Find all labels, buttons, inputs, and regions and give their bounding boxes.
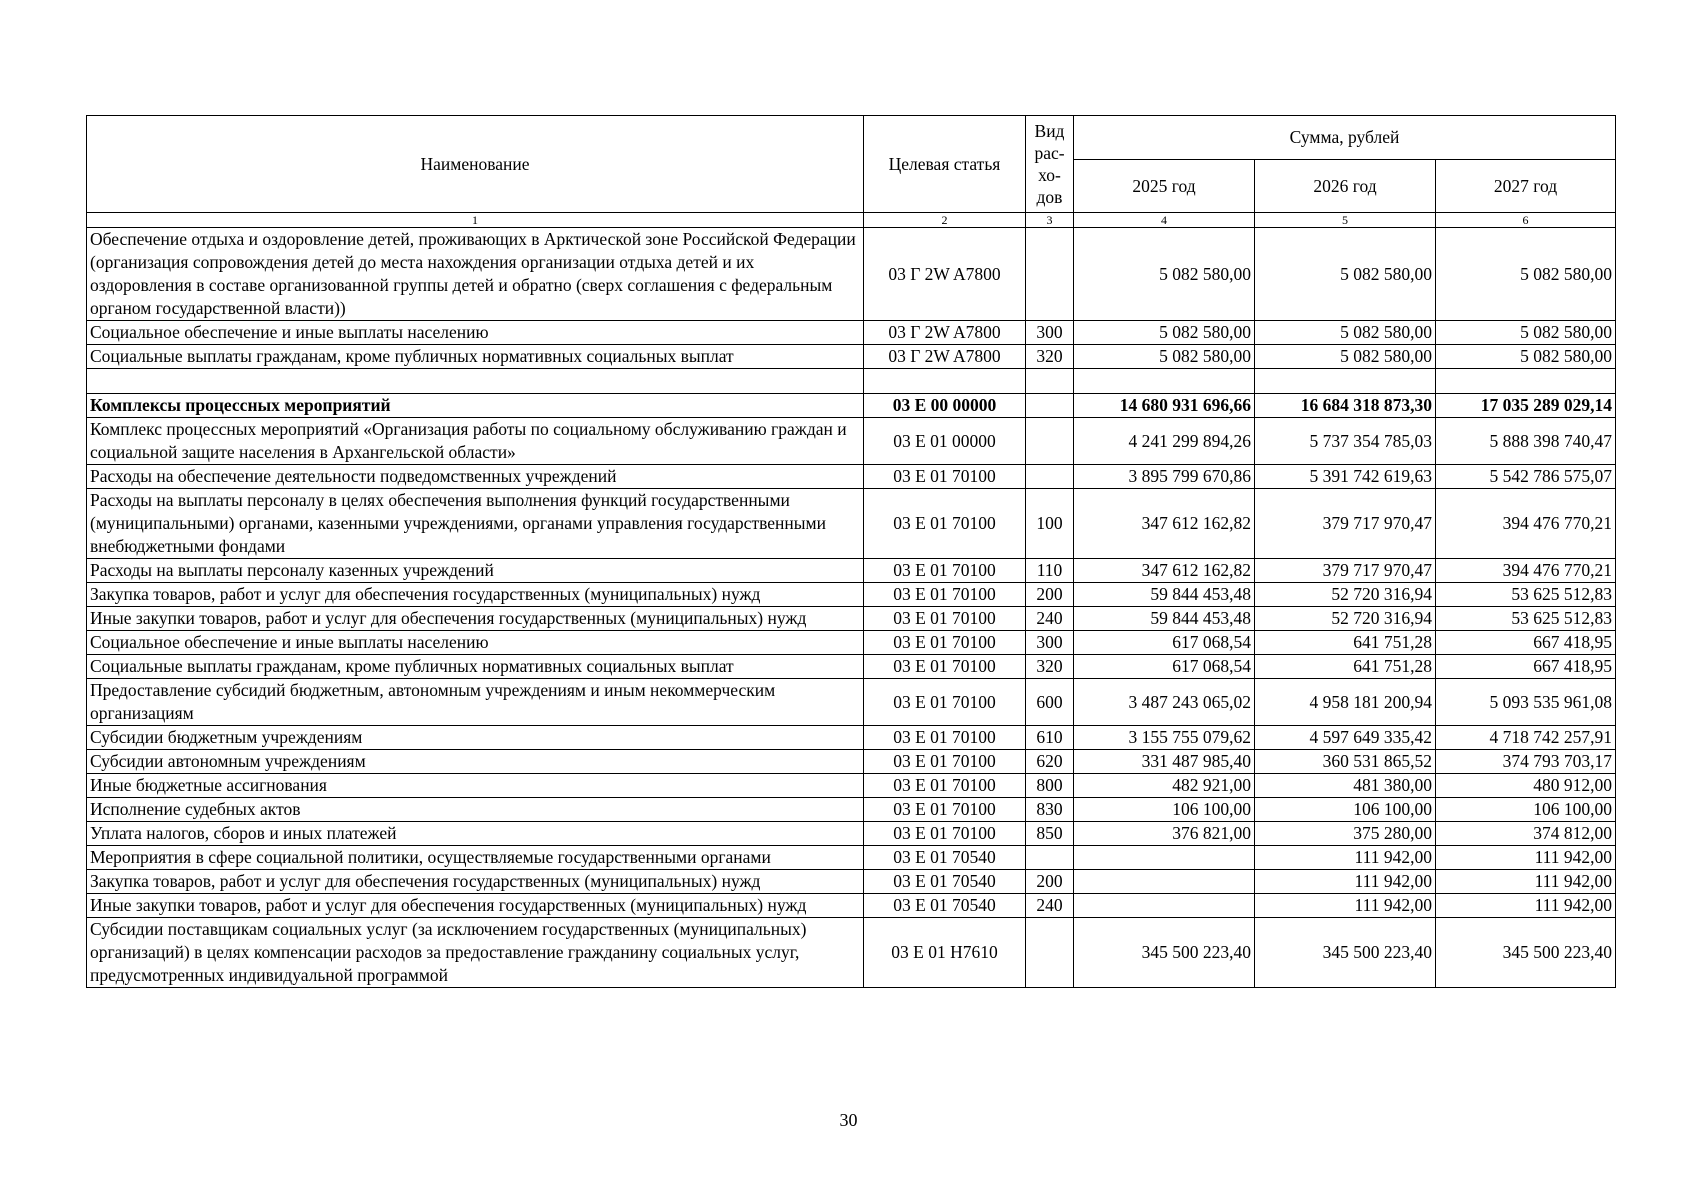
row-expense-type [1026, 846, 1074, 870]
row-expense-type: 240 [1026, 607, 1074, 631]
row-amount-2027: 394 476 770,21 [1436, 559, 1616, 583]
row-amount-2027: 53 625 512,83 [1436, 583, 1616, 607]
header-year-2026: 2026 год [1255, 160, 1436, 213]
header-sum: Сумма, рублей [1074, 116, 1616, 160]
header-expense-type-line3: хо- [1038, 165, 1061, 185]
row-amount-2025: 5 082 580,00 [1074, 345, 1255, 369]
row-amount-2026: 111 942,00 [1255, 846, 1436, 870]
row-target-article: 03 Е 01 70100 [864, 631, 1026, 655]
row-target-article: 03 Е 01 70100 [864, 489, 1026, 559]
row-expense-type [1026, 369, 1074, 394]
table-row [87, 489, 1616, 559]
row-name: Комплексы процессных мероприятий [87, 394, 864, 418]
row-name: Комплекс процессных мероприятий «Организация работы по социальному обслуживанию граждан и социальной защите населения в Архангельской области» [87, 418, 864, 465]
row-amount-2027: 374 793 703,17 [1436, 750, 1616, 774]
row-target-article: 03 Г 2W A7800 [864, 345, 1026, 369]
row-target-article: 03 Е 01 70100 [864, 655, 1026, 679]
row-name: Иные закупки товаров, работ и услуг для обеспечения государственных (муниципальных) нужд [87, 894, 864, 918]
row-target-article [864, 369, 1026, 394]
row-expense-type: 200 [1026, 870, 1074, 894]
row-expense-type [1026, 465, 1074, 489]
row-target-article: 03 Е 01 70100 [864, 798, 1026, 822]
row-target-article: 03 Е 01 00000 [864, 418, 1026, 465]
row-amount-2025 [1074, 894, 1255, 918]
header-expense-type-line1: Вид [1034, 121, 1065, 141]
row-expense-type: 610 [1026, 726, 1074, 750]
row-target-article: 03 Е 00 00000 [864, 394, 1026, 418]
row-amount-2025: 14 680 931 696,66 [1074, 394, 1255, 418]
row-amount-2026: 5 082 580,00 [1255, 345, 1436, 369]
row-amount-2027: 4 718 742 257,91 [1436, 726, 1616, 750]
row-amount-2025: 5 082 580,00 [1074, 321, 1255, 345]
row-amount-2025 [1074, 846, 1255, 870]
row-amount-2026: 5 737 354 785,03 [1255, 418, 1436, 465]
table-row [87, 774, 1616, 798]
row-target-article: 03 Е 01 70540 [864, 894, 1026, 918]
column-number: 4 [1074, 213, 1255, 228]
row-amount-2027: 345 500 223,40 [1436, 918, 1616, 988]
row-amount-2025 [1074, 870, 1255, 894]
header-expense-type [1026, 116, 1074, 213]
row-amount-2026: 4 597 649 335,42 [1255, 726, 1436, 750]
table-row [87, 321, 1616, 345]
page-number: 30 [839, 1110, 858, 1130]
row-amount-2026: 52 720 316,94 [1255, 607, 1436, 631]
row-amount-2027: 5 542 786 575,07 [1436, 465, 1616, 489]
table-row [87, 798, 1616, 822]
row-amount-2027 [1436, 369, 1616, 394]
row-target-article: 03 Е 01 70100 [864, 607, 1026, 631]
row-amount-2027: 5 082 580,00 [1436, 321, 1616, 345]
row-target-article: 03 Е 01 70100 [864, 774, 1026, 798]
budget-table [86, 115, 1616, 988]
table-row [87, 345, 1616, 369]
row-target-article: 03 Е 01 70100 [864, 583, 1026, 607]
header-year-2027: 2027 год [1436, 160, 1616, 213]
row-expense-type: 200 [1026, 583, 1074, 607]
table-row [87, 559, 1616, 583]
row-name: Предоставление субсидий бюджетным, автономным учреждениям и иным некоммерческим организациям [87, 679, 864, 726]
row-expense-type: 830 [1026, 798, 1074, 822]
row-amount-2025: 59 844 453,48 [1074, 607, 1255, 631]
row-amount-2026: 360 531 865,52 [1255, 750, 1436, 774]
row-amount-2025: 59 844 453,48 [1074, 583, 1255, 607]
row-expense-type: 320 [1026, 345, 1074, 369]
row-expense-type [1026, 394, 1074, 418]
table-body [87, 228, 1616, 988]
row-amount-2026: 5 082 580,00 [1255, 321, 1436, 345]
table-row [87, 465, 1616, 489]
row-amount-2025: 3 155 755 079,62 [1074, 726, 1255, 750]
row-amount-2027: 374 812,00 [1436, 822, 1616, 846]
row-amount-2027: 106 100,00 [1436, 798, 1616, 822]
row-expense-type: 300 [1026, 321, 1074, 345]
row-amount-2027: 111 942,00 [1436, 846, 1616, 870]
row-target-article: 03 Е 01 70100 [864, 750, 1026, 774]
row-amount-2026 [1255, 369, 1436, 394]
row-expense-type: 620 [1026, 750, 1074, 774]
row-name: Закупка товаров, работ и услуг для обеспечения государственных (муниципальных) нужд [87, 583, 864, 607]
row-amount-2026: 106 100,00 [1255, 798, 1436, 822]
row-target-article: 03 Е 01 70100 [864, 822, 1026, 846]
row-amount-2025 [1074, 369, 1255, 394]
row-amount-2026: 16 684 318 873,30 [1255, 394, 1436, 418]
table-row [87, 607, 1616, 631]
row-name: Иные бюджетные ассигнования [87, 774, 864, 798]
row-name: Расходы на выплаты персоналу в целях обеспечения выполнения функций государственными (муниципальными) органами, казенными учреждениями, органами управления государственными внебюджетными фондами [87, 489, 864, 559]
row-amount-2026: 52 720 316,94 [1255, 583, 1436, 607]
row-target-article: 03 Е 01 70100 [864, 559, 1026, 583]
row-name: Мероприятия в сфере социальной политики, осуществляемые государственными органами [87, 846, 864, 870]
column-number: 5 [1255, 213, 1436, 228]
row-amount-2025: 617 068,54 [1074, 655, 1255, 679]
row-name: Субсидии автономным учреждениям [87, 750, 864, 774]
row-target-article: 03 Е 01 Н7610 [864, 918, 1026, 988]
table-row [87, 631, 1616, 655]
row-expense-type [1026, 418, 1074, 465]
table-row [87, 583, 1616, 607]
table-row [87, 894, 1616, 918]
row-name: Субсидии бюджетным учреждениям [87, 726, 864, 750]
header-year-2025: 2025 год [1074, 160, 1255, 213]
row-expense-type: 300 [1026, 631, 1074, 655]
table-row [87, 679, 1616, 726]
row-amount-2027: 394 476 770,21 [1436, 489, 1616, 559]
row-amount-2025: 3 895 799 670,86 [1074, 465, 1255, 489]
row-target-article: 03 Е 01 70540 [864, 870, 1026, 894]
row-amount-2027: 5 082 580,00 [1436, 228, 1616, 321]
column-number: 6 [1436, 213, 1616, 228]
table-row [87, 655, 1616, 679]
row-target-article: 03 Г 2W A7800 [864, 321, 1026, 345]
row-amount-2027: 5 093 535 961,08 [1436, 679, 1616, 726]
header-name: Наименование [87, 116, 864, 213]
row-amount-2025: 4 241 299 894,26 [1074, 418, 1255, 465]
row-amount-2026: 641 751,28 [1255, 655, 1436, 679]
row-target-article: 03 Г 2W A7800 [864, 228, 1026, 321]
budget-table-container [86, 115, 1615, 988]
row-amount-2026: 345 500 223,40 [1255, 918, 1436, 988]
row-amount-2026: 5 082 580,00 [1255, 228, 1436, 321]
row-name: Социальные выплаты гражданам, кроме публичных нормативных социальных выплат [87, 345, 864, 369]
header-expense-type-line2: рас- [1034, 143, 1065, 163]
row-amount-2026: 5 391 742 619,63 [1255, 465, 1436, 489]
row-amount-2027: 53 625 512,83 [1436, 607, 1616, 631]
row-name: Исполнение судебных актов [87, 798, 864, 822]
row-name: Расходы на обеспечение деятельности подведомственных учреждений [87, 465, 864, 489]
row-amount-2027: 667 418,95 [1436, 631, 1616, 655]
row-name [87, 369, 864, 394]
row-amount-2027: 111 942,00 [1436, 870, 1616, 894]
row-name: Иные закупки товаров, работ и услуг для обеспечения государственных (муниципальных) нужд [87, 607, 864, 631]
row-amount-2025: 106 100,00 [1074, 798, 1255, 822]
row-target-article: 03 Е 01 70100 [864, 465, 1026, 489]
row-amount-2027: 480 912,00 [1436, 774, 1616, 798]
row-amount-2027: 5 888 398 740,47 [1436, 418, 1616, 465]
row-amount-2025: 482 921,00 [1074, 774, 1255, 798]
row-expense-type [1026, 918, 1074, 988]
row-amount-2025: 347 612 162,82 [1074, 489, 1255, 559]
row-amount-2025: 331 487 985,40 [1074, 750, 1255, 774]
table-row [87, 228, 1616, 321]
row-amount-2025: 347 612 162,82 [1074, 559, 1255, 583]
row-amount-2027: 5 082 580,00 [1436, 345, 1616, 369]
row-expense-type: 850 [1026, 822, 1074, 846]
row-amount-2027: 667 418,95 [1436, 655, 1616, 679]
table-row [87, 918, 1616, 988]
row-amount-2026: 111 942,00 [1255, 870, 1436, 894]
row-amount-2027: 111 942,00 [1436, 894, 1616, 918]
table-row [87, 418, 1616, 465]
row-target-article: 03 Е 01 70100 [864, 679, 1026, 726]
row-amount-2026: 379 717 970,47 [1255, 559, 1436, 583]
row-amount-2026: 375 280,00 [1255, 822, 1436, 846]
row-amount-2026: 111 942,00 [1255, 894, 1436, 918]
row-amount-2025: 345 500 223,40 [1074, 918, 1255, 988]
row-expense-type: 800 [1026, 774, 1074, 798]
row-name: Уплата налогов, сборов и иных платежей [87, 822, 864, 846]
table-row [87, 750, 1616, 774]
column-number: 2 [864, 213, 1026, 228]
row-amount-2027: 17 035 289 029,14 [1436, 394, 1616, 418]
table-header [87, 116, 1616, 228]
header-expense-type-line4: дов [1036, 187, 1063, 207]
table-row [87, 369, 1616, 394]
row-name: Социальные выплаты гражданам, кроме публичных нормативных социальных выплат [87, 655, 864, 679]
row-name: Закупка товаров, работ и услуг для обеспечения государственных (муниципальных) нужд [87, 870, 864, 894]
row-name: Расходы на выплаты персоналу казенных учреждений [87, 559, 864, 583]
column-numbers-row [87, 213, 1616, 228]
row-amount-2026: 481 380,00 [1255, 774, 1436, 798]
table-row [87, 394, 1616, 418]
row-amount-2026: 379 717 970,47 [1255, 489, 1436, 559]
row-amount-2025: 376 821,00 [1074, 822, 1255, 846]
table-row [87, 846, 1616, 870]
row-target-article: 03 Е 01 70100 [864, 726, 1026, 750]
row-target-article: 03 Е 01 70540 [864, 846, 1026, 870]
row-name: Социальное обеспечение и иные выплаты населению [87, 631, 864, 655]
table-row [87, 822, 1616, 846]
row-expense-type: 600 [1026, 679, 1074, 726]
table-row [87, 726, 1616, 750]
column-number: 1 [87, 213, 864, 228]
row-name: Субсидии поставщикам социальных услуг (за исключением государственных (муниципальных) организаций) в целях компенсации расходов за предоставление гражданину социальных услуг, предусмотренных индивидуальной программой [87, 918, 864, 988]
row-expense-type: 240 [1026, 894, 1074, 918]
row-amount-2025: 3 487 243 065,02 [1074, 679, 1255, 726]
row-amount-2026: 641 751,28 [1255, 631, 1436, 655]
row-expense-type: 110 [1026, 559, 1074, 583]
row-expense-type: 100 [1026, 489, 1074, 559]
header-target-article: Целевая статья [864, 116, 1026, 213]
row-name: Обеспечение отдыха и оздоровление детей, проживающих в Арктической зоне Российской Федерации (организация сопровождения детей до места нахождения организации отдыха детей и их оздоровления в составе организованной группы детей и обратно (сверх соглашения с федеральным органом государственной власти)) [87, 228, 864, 321]
row-expense-type: 320 [1026, 655, 1074, 679]
row-amount-2025: 617 068,54 [1074, 631, 1255, 655]
row-amount-2026: 4 958 181 200,94 [1255, 679, 1436, 726]
column-number: 3 [1026, 213, 1074, 228]
table-row [87, 870, 1616, 894]
row-expense-type [1026, 228, 1074, 321]
row-name: Социальное обеспечение и иные выплаты населению [87, 321, 864, 345]
row-amount-2025: 5 082 580,00 [1074, 228, 1255, 321]
